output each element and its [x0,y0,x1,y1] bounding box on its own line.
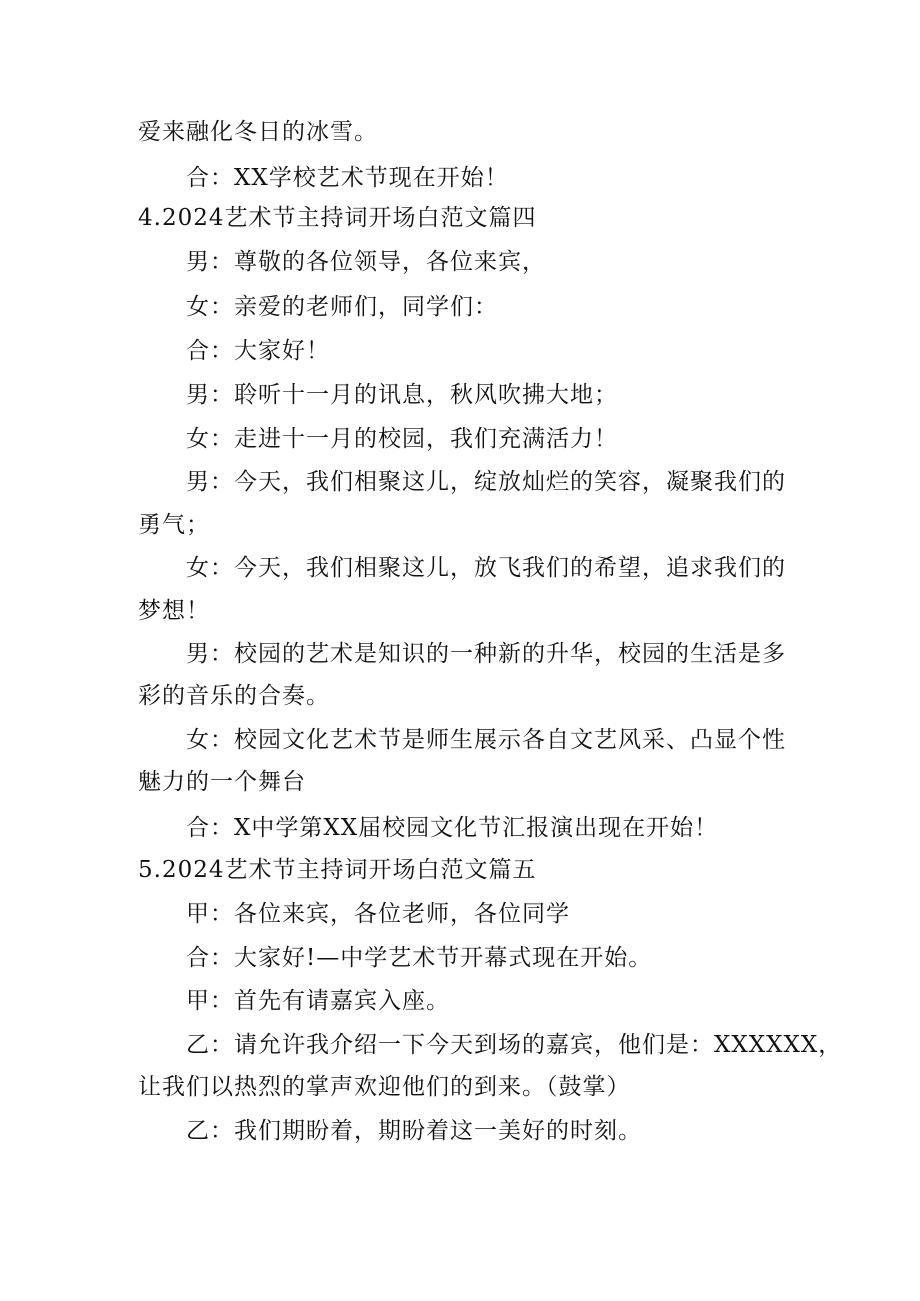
text-line: 彩的音乐的合奏。 [138,683,330,709]
text-line: 女：校园文化艺术节是师生展示各自文艺风采、凸显个性 [186,727,786,753]
text-line: 男：今天，我们相聚这儿，绽放灿烂的笑容，凝聚我们的 [186,469,786,495]
text-line: 男：聆听十一月的讯息，秋风吹拂大地； [186,382,618,408]
text-line: 合：XX学校艺术节现在开始！ [186,165,509,191]
text-line: 魅力的一个舞台 [138,769,306,795]
text-line: 爱来融化冬日的冰雪。 [138,119,378,145]
text-line: 甲：各位来宾，各位老师，各位同学 [186,901,570,927]
text-line: 男：校园的艺术是知识的一种新的升华，校园的生活是多 [186,641,786,667]
text-line: 合：X中学第XX届校园文化节汇报演出现在开始！ [186,815,719,841]
section-heading: 4.2024艺术节主持词开场白范文篇四 [138,205,537,231]
text-line: 女：亲爱的老师们，同学们： [186,294,498,320]
text-line: 梦想！ [138,598,210,624]
text-line: 女：走进十一月的校园，我们充满活力！ [186,426,618,452]
text-line: 男：尊敬的各位领导，各位来宾， [186,249,546,275]
text-line: 勇气； [138,512,210,538]
text-line: 女：今天，我们相聚这儿，放飞我们的希望，追求我们的 [186,555,786,581]
text-line: 乙：请允许我介绍一下今天到场的嘉宾，他们是：XXXXXX， [186,1032,843,1058]
text-line: 让我们以热烈的掌声欢迎他们的到来。（鼓掌） [138,1074,631,1100]
text-line: 乙：我们期盼着，期盼着这一美好的时刻。 [186,1118,642,1144]
text-line: 合：大家好！ [186,338,330,364]
text-line: 合：大家好!—中学艺术节开幕式现在开始。 [186,945,653,971]
section-heading: 5.2024艺术节主持词开场白范文篇五 [138,857,537,883]
text-line: 甲：首先有请嘉宾入座。 [186,988,450,1014]
